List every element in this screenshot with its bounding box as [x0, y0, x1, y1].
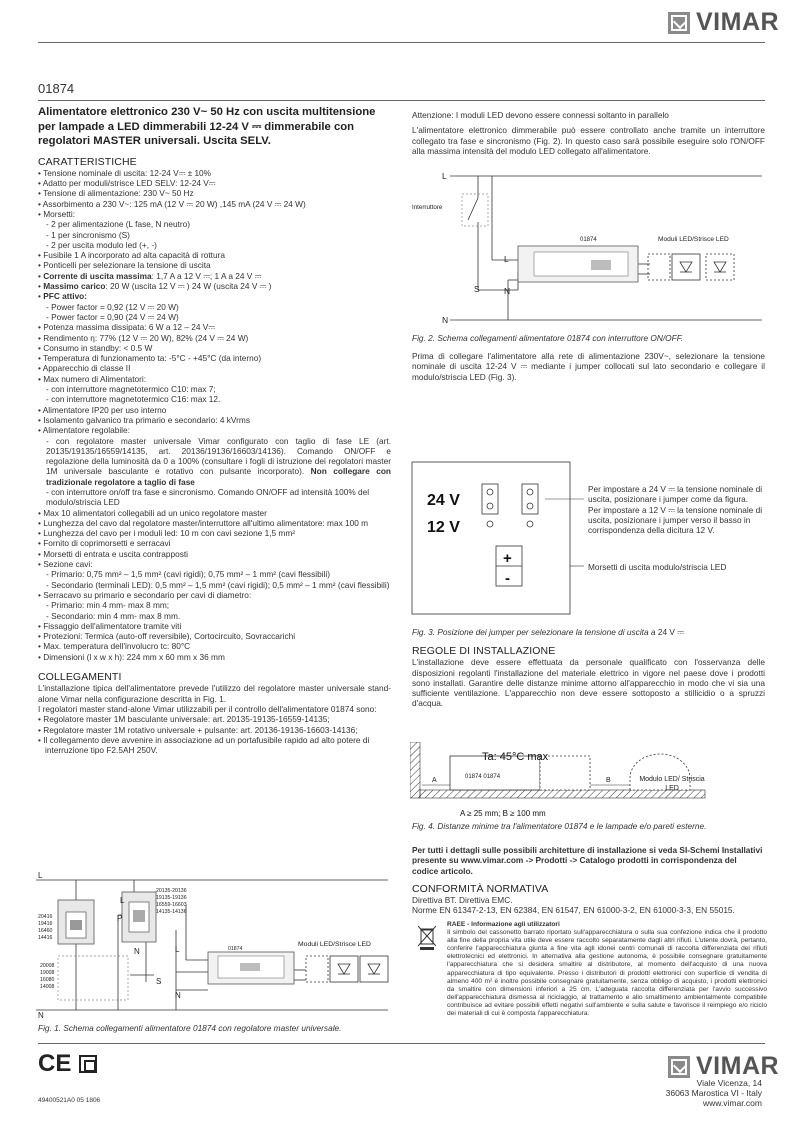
list-item: • Fissaggio dell'alimentatore tramite viti: [38, 621, 391, 631]
fig1-label-p: P: [117, 914, 123, 923]
list-item: • Protezioni: Termica (auto-off reversibile), Cortocircuito, Sovraccarichi: [38, 631, 391, 641]
pfc-item: • PFC attivo:: [38, 291, 391, 301]
caratteristiche-list: [38, 168, 391, 219]
vimar-logo-icon: [668, 12, 690, 34]
carico-item: • Massimo carico: 20 W (uscita 12 V ⎓ ) 24 W (uscita 24 V ⎓ ): [38, 281, 391, 291]
fig2-label-n: N: [442, 315, 449, 325]
list-item: - Power factor = 0,92 (12 V ⎓ 20 W): [46, 301, 179, 312]
list-item: - 1 per sincronismo (S): [46, 229, 130, 240]
fig1-plates: [58, 892, 156, 1000]
caratteristiche-list-7: [38, 621, 391, 662]
fig3-note-24: Per impostare a 24 V ⎓ la tensione nominale di uscita, posizionare i jumper come da figura.: [588, 484, 763, 505]
fig1-code: 14416: [38, 935, 53, 941]
serracavo-list: [38, 600, 391, 621]
ce-mark-icon: CE: [38, 1050, 72, 1077]
address-line-1: Viale Vicenza, 14: [696, 1078, 762, 1088]
regolabile-2: - con interruttore on/off tra fase e sincronismo. Comando ON/OFF ad intensità 100% del modulo/striscia LED: [46, 487, 370, 508]
cert-marks: [38, 1050, 97, 1078]
list-item: • Lunghezza del cavo dal regolatore master/interruttore all'ultimo alimentatore: max 100 m: [38, 518, 391, 528]
list-item: • Ponticelli per selezionare la tensione di uscita: [38, 260, 391, 270]
website-link[interactable]: www.vimar.com: [702, 1098, 762, 1108]
fig2-label-l: L: [442, 171, 447, 181]
list-item: • Isolamento galvanico tra primario e secondario: 4 kVrms: [38, 415, 391, 425]
fig2-led-label: Moduli LED/Strisce LED: [658, 236, 729, 243]
list-item: • Fornito di coprimorsetti e serracavi: [38, 538, 391, 548]
list-item: • Alimentatore IP20 per uso interno: [38, 405, 391, 415]
fig3-jumper-1: [482, 484, 498, 527]
top-rule: [38, 42, 765, 43]
fig4-distance-label: A ≥ 25 mm; B ≥ 100 mm: [460, 809, 546, 818]
fig1-led-modules: [306, 956, 388, 982]
footer-logo: VIMAR: [668, 1052, 779, 1081]
fig3-caption: Fig. 3. Posizione dei jumper per selezionare la tensione di uscita a 24 V ⎓: [412, 627, 684, 637]
left-column: [38, 105, 391, 755]
fig2-device: [518, 246, 638, 282]
list-item: • Max numero di Alimentatori:: [38, 374, 391, 384]
list-item: - 2 per uscita modulo led (+, -): [46, 239, 157, 250]
fig2-interruttore-label: Interruttore: [412, 204, 443, 211]
fig4-box-label: 01874 01874: [465, 774, 501, 780]
list-item: • Max. temperatura dell'involucro tc: 80°C: [38, 641, 391, 651]
fig2-wiring-diagram: [410, 168, 766, 326]
collegamenti-p2: I regolatori master stand-alone Vimar utilizzabili per il controllo dell'alimentatore 01874 sono:: [38, 703, 377, 714]
list-item: • Serracavo su primario e secondario per cavi di diametro:: [38, 590, 391, 600]
fig3-note-12: Per impostare a 12 V ⎓ la tensione nominale di uscita, posizionare i jumper verso il basso in corrispondenza della dicitura 12 V.: [588, 504, 763, 536]
fig4-a-label: A: [432, 777, 437, 784]
fig1-label-n2: N: [134, 947, 140, 956]
pfc-list: [38, 302, 391, 323]
fig1-code: 14135-14136: [156, 909, 187, 915]
vimar-logo-icon: [668, 1056, 690, 1078]
right-top: [412, 110, 765, 156]
list-item: • Regolatore master 1M basculante universale: art. 20135-19135-16559-14135;: [38, 714, 391, 724]
list-item: • Consumo in standby: < 0.5 W: [38, 343, 391, 353]
product-code: 01874: [38, 81, 75, 96]
list-item: - con interruttore magnetotermico C16: max 12.: [46, 394, 221, 405]
fig1-led-label: Moduli LED/Strisce LED: [298, 941, 371, 948]
fig1-label-n3: N: [175, 991, 181, 1000]
list-item: • Dimensioni (l x w x h): 224 mm x 60 mm x 36 mm: [38, 652, 391, 662]
list-item: • Tensione nominale di uscita: 12-24 V⎓ ± 10%: [38, 168, 391, 178]
fig1-label-l: L: [38, 871, 43, 880]
fig2-caption: Fig. 2. Schema collegamenti alimentatore 01874 con interruttore ON/OFF.: [412, 333, 684, 343]
list-item: • Morsetti:: [38, 209, 391, 219]
fig4-module-label: Modulo LED/ Striscia LED: [639, 776, 705, 792]
list-item: - Primario: 0,75 mm² – 1,5 mm² (cavi rigidi); 0,75 mm² – 1 mm² (cavi flessibili): [46, 569, 330, 580]
list-item: • Adatto per moduli/strisce LED SELV: 12-24 V⎓: [38, 178, 391, 188]
fig3-12v-label: 12 V: [427, 519, 460, 536]
fig2-label-s: S: [474, 284, 480, 294]
fig3-jumper-2: [522, 484, 538, 527]
list-item: • Assorbimento a 230 V~: 125 mA (12 V ⎓ 20 W) ,145 mA (24 V ⎓ 24 W): [38, 199, 391, 209]
list-item: • Alimentatore regolabile:: [38, 425, 391, 435]
list-item: - Primario: min 4 mm- max 8 mm;: [46, 600, 170, 611]
list-item: - Secondario (terminali LED): 0,5 mm² – 1,5 mm² (cavi rigidi); 0,5 mm² – 1 mm² (cavi flessibili): [46, 579, 390, 590]
selv-text: Per tutti i dettagli sulle possibili architetture di installazione si veda SI-Schemi Installativi presente su www.vimar.com -> Prodotti -> Catalogo prodotti in corrispondenza del codice articolo.: [412, 845, 763, 876]
fig2-switch-box: [462, 194, 488, 226]
fig2-device-label: 01874: [580, 237, 597, 243]
list-item: • Fusibile 1 A incorporato ad alta capacità di rottura: [38, 250, 391, 260]
fig1-caption: Fig. 1. Schema collegamenti alimentatore 01874 con regolatore master universale.: [38, 1023, 342, 1033]
fig1-label-s: S: [156, 977, 162, 986]
list-item: • Il collegamento deve avvenire in associazione ad un portafusibile rapido ad alto potere di interruzione tipo F2.5AH 250V.: [38, 735, 391, 756]
morsetti-list: [38, 219, 391, 250]
list-item: • Temperatura di funzionamento ta: -5°C - +45°C (da interno): [38, 353, 391, 363]
fig1-code: 19416: [38, 921, 53, 927]
header-rule: [38, 100, 765, 101]
right-p2: Prima di collegare l'alimentatore alla rete di alimentazione 230V~, selezionare la tensione nominale di uscita 12-24 V ⎓ mediante i jumper collocati sul lato secondario e collegare il modulo/striscia LED (Fig. 3).: [412, 351, 765, 382]
fig1-label-l2: L: [120, 896, 125, 905]
doc-code: 49400521A0 05 1806: [38, 1097, 101, 1104]
caratteristiche-list-6: [38, 590, 391, 600]
fig1-label-n: N: [38, 1011, 44, 1020]
list-item: • Sezione cavi:: [38, 559, 391, 569]
list-item: - Power factor = 0,90 (24 V ⎓ 24 W): [46, 311, 179, 322]
list-item: • Rendimento η: 77% (12 V ⎓ 20 W), 82% (24 V ⎓ 24 W): [38, 333, 391, 343]
fig1-code: 16080: [40, 977, 55, 983]
collegamenti-list: [38, 714, 391, 755]
fig1-device-label: 01874: [228, 946, 243, 952]
footer-rule: [38, 1043, 765, 1044]
fig1-wiring-diagram: [36, 870, 394, 1020]
fig2-label-l2: L: [504, 254, 509, 264]
attenzione-text: Attenzione: I moduli LED devono essere connessi soltanto in parallelo: [412, 110, 669, 120]
caratteristiche-list-4: [38, 405, 391, 436]
list-item: • Regolatore master 1M rotativo universale + pulsante: art. 20136-19136-16603-14136;: [38, 725, 391, 735]
fig3-plus: +: [503, 550, 512, 567]
list-item: - Secondario: min 4 mm- max 8 mm.: [46, 610, 181, 621]
list-item: • Morsetti di entrata e uscita contrapposti: [38, 549, 391, 559]
list-item: • Max 10 alimentatori collegabili ad un unico regolatore master: [38, 508, 391, 518]
list-item: • Potenza massima dissipata: 6 W a 12 – 24 V⎓: [38, 322, 391, 332]
raee-title: RAEE - Informazione agli utilizzatori: [447, 921, 560, 928]
regolabile-1: - con regolatore master universale Vimar configurato con taglio di fase LE (art. 20135/19135/16559/14135, art. 20136/19136/16603/14136). Comando ON/OFF e regolazione della luminosità da 0 a 100% (consultare i fogli di istruzione dei regolatori master 1M universale basculante e rotativo con pulsante incorporato). Non collegare con tradizionale regolatore a taglio di fase: [46, 435, 391, 487]
footer-address: [666, 1078, 762, 1108]
max-list: [38, 384, 391, 405]
fig1-device: [208, 952, 294, 984]
caratteristiche-heading: CARATTERISTICHE: [38, 155, 137, 168]
fig2-label-n2: N: [504, 286, 511, 296]
fig1-label-l3: L: [175, 945, 180, 954]
fig4-caption: Fig. 4. Distanze minime tra l'alimentatore 01874 e le lampade e/o pareti esterne.: [412, 821, 707, 831]
fig4-b-label: B: [606, 777, 611, 784]
caratteristiche-list-3: [38, 322, 391, 384]
regole-section: [412, 646, 765, 709]
fig1-code: 20008: [40, 963, 55, 969]
brand-logo: VIMAR: [668, 8, 779, 37]
conformita-1: Direttiva BT. Direttiva EMC.: [412, 895, 513, 906]
class-ii-icon: [79, 1055, 97, 1073]
caratteristiche-list-5: [38, 508, 391, 570]
fig3-notes: [588, 484, 766, 535]
fig1-code: 19135-19136: [156, 895, 187, 901]
regole-text: L'installazione deve essere effettuata da personale qualificato con l'osservanza delle disposizioni regolanti l'installazione del materiale elettrico in vigore nel paese dove i prodotti sono installati. Garantire delle distanze minime attorno all'apparecchio in modo che vi sia una sufficiente ventilazione. L'apparecchio non deve essere sottoposto a stillicidio o a spruzzi d'acqua.: [412, 657, 765, 709]
list-item: • Tensione di alimentazione: 230 V~ 50 Hz: [38, 188, 391, 198]
sezione-list: [38, 569, 391, 590]
collegamenti-p1: L'installazione tipica dell'alimentatore prevede l'utilizzo del regolatore master universale stand-alone Vimar nella configurazione descritta in Fig. 1.: [38, 683, 391, 704]
conformita-2: Norme EN 61347-2-13, EN 62384, EN 61547, EN 61000-3-2, EN 61000-3-3, EN 55015.: [412, 905, 735, 916]
fig1-code: 14008: [40, 984, 55, 990]
fig2-led-modules: [648, 254, 734, 280]
raee-text: Il simbolo del cassonetto barrato riportato sull'apparecchiatura o sulla sua confezione indica che il prodotto alla fine della propria vita utile deve essere raccolto separatamente dagli altri rifiuti. L'utente dovrà, pertanto, conferire l'apparecchiatura giunta a fine vita agli idonei centri comunali di raccolta differenziata dei rifiuti elettrotecnici ed elettronici. In alternativa alla gestione autonoma, è possibile consegnare gratuitamente l'apparecchiatura che si desidera smaltire al distributore, al momento dell'acquisto di una nuova apparecchiatura di tipo equivalente. Presso i distributori di prodotti elettronici con superficie di vendita di almeno 400 m² è inoltre possibile consegnare gratuitamente, senza obbligo di acquisto, i prodotti elettronici da smaltire con dimensioni inferiori a 25 cm. L'adeguata raccolta differenziata per l'avvio successivo dell'apparecchiatura dismessa al riciclaggio, al trattamento e allo smaltimento ambientalmente compatibile contribuisce ad evitare possibili effetti negativi sull'ambiente e sulla salute e favorisce il reimpiego e/o riciclo dei materiali di cui è composta l'apparecchiatura.: [447, 929, 767, 1018]
fig4-wall: [410, 742, 420, 798]
list-item: - con interruttore magnetotermico C10: max 7;: [46, 384, 216, 395]
list-item: • Lunghezza del cavo per i moduli led: 10 m con cavi sezione 1,5 mm²: [38, 528, 391, 538]
fig1-code: 16559-16603: [156, 902, 187, 908]
product-title: Alimentatore elettronico 230 V~ 50 Hz con uscita multitensione per lampade a LED dimmerabili 12-24 V ⎓ dimmerabile con regolatori MASTER universali. Uscita SELV.: [38, 106, 376, 147]
regole-heading: REGOLE DI INSTALLAZIONE: [412, 645, 556, 657]
weee-bin-icon: [418, 924, 436, 950]
fig1-code: 16460: [38, 928, 53, 934]
collegamenti-heading: COLLEGAMENTI: [38, 671, 122, 684]
caratteristiche-list-2: [38, 250, 391, 271]
raee-section: [447, 921, 767, 1018]
right-p1: L'alimentatore elettronico dimmerabile può essere controllato anche tramite un interruttore collegato tra fase e sincronismo (Fig. 2). In questo caso sarà possibile eseguire solo l'ON/OFF alla massima intensità del modulo LED collegato all'alimentatore.: [412, 125, 765, 156]
fig4-ta-label: Ta: 45°C max: [482, 751, 549, 763]
fig1-code: 19008: [40, 970, 55, 976]
list-item: - 2 per alimentazione (L fase, N neutro): [46, 219, 191, 230]
corrente-item: • Corrente di uscita massima: 1,7 A a 12 V ⎓; 1 A a 24 V ⎓: [38, 271, 391, 281]
conformita-heading: CONFORMITÀ NORMATIVA: [412, 882, 549, 895]
address-line-2: 36063 Marostica VI - Italy: [665, 1088, 762, 1098]
fig1-code: 20416: [38, 914, 53, 920]
fig3-minus: -: [505, 570, 510, 587]
right-bottom: [412, 845, 765, 916]
fig1-code: 20135-20136: [156, 888, 187, 894]
list-item: • Apparecchio di classe II: [38, 363, 391, 373]
fig3-morsetti: Morsetti di uscita modulo/striscia LED: [588, 562, 727, 572]
fig3-24v-label: 24 V: [427, 492, 460, 509]
